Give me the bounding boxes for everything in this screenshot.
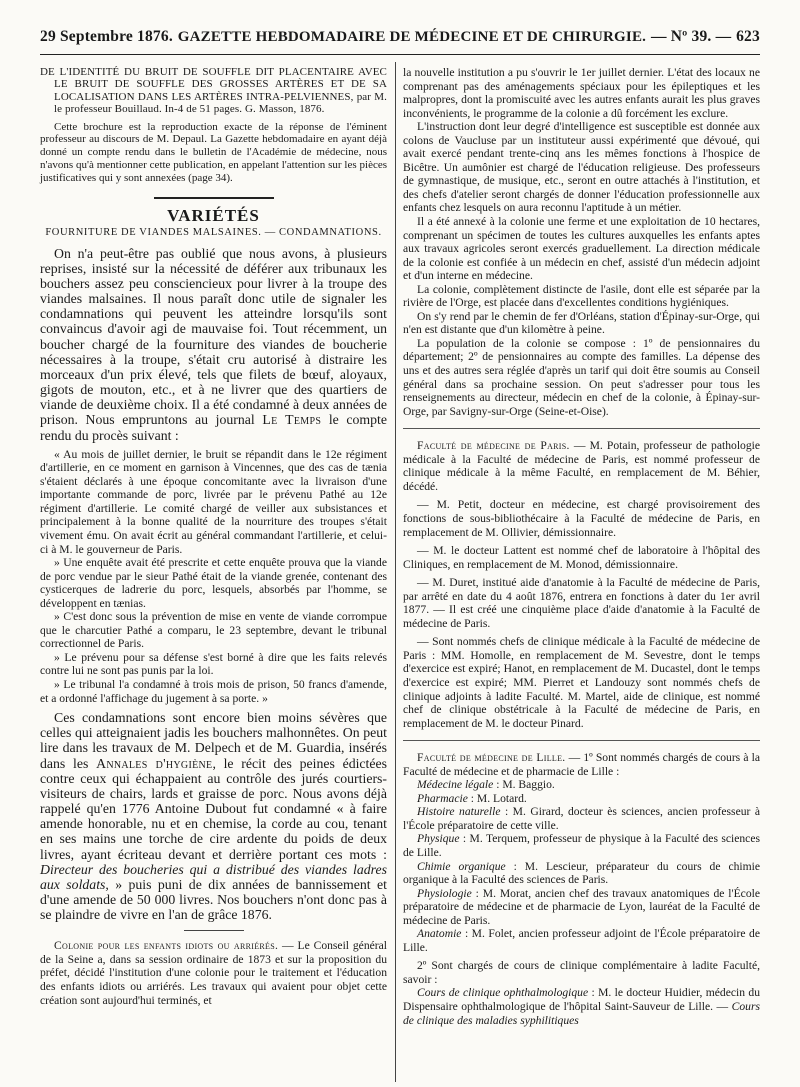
- quote-paragraph-1: « Au mois de juillet dernier, le bruit se répandit dans le 12e régiment d'artillerie, en ce moment en garnison à Vincennes, que des cas de tænia s'étaient déclarés à une époque concomitante avec la livraison d'une importante commande de porc, livrée par le prévenu Pathé au 12e régiment d'artillerie. Le comité chargé de veiller aux subsistances et principalement à la bonne qualité de la nourriture des troupes s'était vivement ému. On avait écrit au général commandant l'artillerie, et celui-ci à M. le gouverneur de Paris.: [40, 447, 387, 556]
- right-column: [403, 66, 760, 1027]
- lille-item: [403, 778, 760, 792]
- paris-news-3: — M. le docteur Lattent est nommé chef de laboratoire à l'hôpital des Cliniques, en remplacement de M. Monod, démissionnaire.: [403, 544, 760, 571]
- lille-item-text: : M. Baggio.: [493, 778, 555, 792]
- paris-news-text-1: — M. Potain, professeur de pathologie médicale à la Faculté de médecine de Paris, est nommé professeur de clinique médicale à la même Faculté, en remplacement de M. Béhier, décédé.: [403, 439, 760, 493]
- conclusion-italic: Directeur des boucheries qui a distribué des viandes ladres aux soldats: [40, 861, 387, 892]
- paris-title: Faculté de médecine de Paris.: [417, 439, 570, 453]
- lille-intro: [403, 751, 760, 778]
- lille-item-label: Médecine légale: [417, 778, 494, 792]
- colonie-continued-6: La population de la colonie se compose : 1º de pensionnaires du département; 2º de pensionnaires au compte des familles. La dépense des uns et des autres sera réglée d'après un tarif qui doit être soumis au Conseil général dans sa prochaine session. On peut s'adresser pour tous les renseignements au directeur, médecin en chef de la colonie, à Épinay-sur-Orge, par Savigny-sur-Orge (Seine-et-Oise).: [403, 336, 760, 418]
- lille-item-text: : M. Girard, docteur ès sciences, ancien professeur à l'École préparatoire de cette ville.: [403, 805, 760, 832]
- quote-paragraph-4: » Le prévenu pour sa défense s'est borné à dire que les faits relevés contre lui ne sont pas punis par la loi.: [40, 650, 387, 678]
- lille-title: Faculté de médecine de Lille.: [417, 751, 566, 765]
- colonie-article: [40, 939, 387, 1007]
- colonie-continued-1: la nouvelle institution a pu s'ouvrir le 1er juillet dernier. L'état des locaux ne comprenant pas des aménagements spéciaux pour les épileptiques et les malpropres, dont la promiscuité avec les autres enfants aurait les plus graves inconvénients, le programme de la colonie a dû forcément les exclure.: [403, 66, 760, 120]
- colonie-continued-3: Il a été annexé à la colonie une ferme et une exploitation de 10 hectares, comprenant un spécimen de toutes les cultures auxquelles les enfants aptes aux travaux agricoles seront exercés graduellement. La direction médicale de la colonie est confiée à un médecin en chef, assisté d'un médecin adjoint et d'un interne en médecine.: [403, 215, 760, 283]
- lille-item: [403, 887, 760, 928]
- lille-item-text: : M. Morat, ancien chef des travaux anatomiques de l'École préparatoire de médecine et de pharmacie de Lyon, lauréat de la Faculté de médecine de Paris.: [403, 886, 760, 927]
- lille-item-text: : M. Lotard.: [467, 791, 527, 805]
- paris-news-1: [403, 439, 760, 493]
- colonie-continued-5: On s'y rend par le chemin de fer d'Orléans, station d'Épinay-sur-Orge, qui n'en est distante que d'un kilomètre à peine.: [403, 309, 760, 337]
- bibliography-entry: [40, 66, 387, 116]
- left-column: [40, 66, 387, 1007]
- header-date: 29 Septembre 1876.: [40, 28, 173, 45]
- section-rule: [154, 197, 274, 199]
- colonie-continued-4: La colonie, complètement distincte de l'asile, dont elle est séparée par la rivière de l'Orge, est placée dans d'excellentes conditions hygiéniques.: [403, 282, 760, 310]
- lille-ophth-text: : M. le docteur Huidier, médecin du Dispensaire ophthalmologique de l'hôpital Saint-Sauveur de Lille. —: [403, 986, 760, 1013]
- conclusion-part-b: , le récit des peines édictées contre ceux qui échappaient au contrôle des jurés courtiers-visiteurs de chairs, lards et graisse de porc. Nous avons déjà rappelé qu'en 1776 Antoine Dubout fut condamné « à faire amende honorable, nu et en chemise, la corde au cou, tenant en ses mains une torche de cire ardente du poids de deux livres, ayant écriteau devant et derrière portant ces mots :: [40, 755, 387, 862]
- article-intro: [40, 246, 387, 443]
- article-intro-text: On n'a peut-être pas oublié que nous avons, à plusieurs reprises, insisté sur la nécessité de déférer aux tribunaux les bouchers assez peu consciencieux pour livrer à la troupe des viandes malsaines. Il nous paraît donc utile de signaler les condamnations qui peuvent les atteindre lorsqu'ils sont convaincus d'avoir agi de mauvaise foi. Tout récemment, un boucher chargé de la fourniture des viandes de boucherie nécessaires à la troupe, s'était cru autorisé à distraire les morceaux d'un prix élevé, tels que filets de bœuf, aloyaux, gigots de mouton, etc., et à ne livrer que des quartiers de viande de deuxième choix. Il a été condamné à deux années de prison. Nous empruntons au journal: [40, 245, 387, 428]
- lille-item-label: Chimie organique: [417, 859, 506, 873]
- lille-item-label: Physique: [417, 832, 460, 846]
- section-title: VARIÉTÉS: [167, 205, 260, 225]
- paris-news-5: — Sont nommés chefs de clinique médicale à la Faculté de médecine de Paris : MM. Homolle, en remplacement de M. Sevestre, dont le temps d'exercice est expiré; Hanot, en remplacement de M. Ducastel, dont le temps d'exercice est expiré; MM. Pierret et Landouzy sont nommés chefs de clinique adjoints à ladite Faculté. M. Martel, aide de clinique, est nommé chef de clinique obstétricale à la Faculté de médecine de Paris, en remplacement de M. le docteur Pinard.: [403, 635, 760, 730]
- article-intro-end: le compte rendu du procès suivant :: [40, 412, 388, 443]
- section-divider: [403, 740, 760, 741]
- colonie-text: — Le Conseil général de la Seine a, dans sa session ordinaire de 1873 et sur la proposition du préfet, décidé l'institution d'une colonie pour le traitement et l'éducation des enfants idiots ou arriérés. Les travaux qui avaient pour objet cette création sont aujourd'hui terminés, et: [40, 939, 387, 1007]
- section-divider: [403, 428, 760, 429]
- lille-item-label: Anatomie: [417, 927, 462, 941]
- lille-item-label: Physiologie: [417, 886, 472, 900]
- paris-news-4: — M. Duret, institué aide d'anatomie à la Faculté de médecine de Paris, par arrêté en date du 4 août 1876, entrera en fonctions à dater du 1er avril 1877. — Il est créé une cinquième place d'aide d'anatomie à la Faculté de médecine de Paris.: [403, 576, 760, 630]
- lille-clinique: [403, 986, 760, 1027]
- bibliography-details: In-4 de 51 pages. G. Masson, 1876.: [164, 103, 325, 116]
- bibliography-note: Cette brochure est la reproduction exacte de la réponse de l'éminent professeur au discours de M. Depaul. La Gazette hebdomadaire en ayant déjà donné un compte rendu dans le bulletin de l'Académie de médecine, nous n'avons qu'à mentionner cette publication, en appelant l'attention sur les pièces justificatives qui y sont annexées (page 34).: [40, 120, 387, 184]
- annales-name: Annales d'hygiène: [96, 755, 213, 771]
- lille-item-text: : M. Terquem, professeur de physique à la Faculté des sciences de Lille.: [403, 832, 760, 859]
- lille-item-text: : M. Folet, ancien professeur adjoint de l'École préparatoire de Lille.: [403, 927, 760, 954]
- lille-item: [403, 792, 760, 806]
- conclusion-part-a: Ces condamnations sont encore bien moins sévères que celles qui atteignaient jadis les bouchers malhonnêtes. On peut lire dans les travaux de M. Delpech et de M. Guardia, insérés dans les: [40, 710, 387, 771]
- lille-item-label: Pharmacie: [417, 791, 468, 805]
- page-header: [40, 28, 760, 50]
- paris-news-2: — M. Petit, docteur en médecine, est chargé provisoirement des fonctions de sous-bibliothécaire à la Faculté de médecine de Paris, en remplacement de M. Ollivier, démissionnaire.: [403, 498, 760, 539]
- lille-item-text: : M. Lescieur, préparateur du cours de chimie organique à la Faculté des sciences de Paris.: [403, 859, 760, 887]
- lille-item-label: Histoire naturelle: [417, 805, 501, 819]
- lille-item: [403, 927, 760, 954]
- header-issue: — Nº 39. —: [650, 28, 732, 45]
- section-subtitle: FOURNITURE DE VIANDES MALSAINES. — CONDAMNATIONS.: [45, 227, 382, 239]
- lille-syph-label: Cours de clinique des maladies syphilitiques: [403, 1000, 760, 1027]
- column-separator: [395, 62, 396, 1082]
- quote-paragraph-2: » Une enquête avait été prescrite et cette enquête prouva que la viande de porc vendue par le sieur Pathé était de la viande grenée, contenant des cysticerques de ladrerie du porc, lesquels, absorbés par l'homme, se développent en tænias.: [40, 556, 387, 610]
- colonie-continued-2: L'instruction dont leur degré d'intelligence est susceptible est donnée aux colons de Vaucluse par un instituteur aussi expérimenté que dévoué, qui avait exercé pendant trente-cinq ans les mêmes fonctions à l'hospice de Bicêtre. Un aumônier est chargé de l'éducation religieuse. Des professeurs de gymnastique, de musique, etc., seront en outre attachés à l'institution, et des chefs d'atelier seront chargés de donner l'éducation professionnelle aux enfants chez lesquels on aura reconnu l'aptitude à un métier.: [403, 120, 760, 215]
- lille-item: [403, 805, 760, 832]
- bibliography-title: DE L'IDENTITÉ DU BRUIT DE SOUFFLE DIT PLACENTAIRE AVEC LE BRUIT DE SOUFFLE DES GROSSES ARTÈRES ET DE SA LOCALISATION DANS LES ARTÈRES INTRA-PELVIENNES,: [40, 66, 387, 103]
- conclusion-part-c: , » puis puni de dix années de bannissement et d'une amende de 50 000 livres. Nos bouchers n'ont donc pas à se plaindre de vivre en l'an de grâce 1876.: [40, 876, 387, 923]
- lille-clinique-intro: 2º Sont chargés de cours de clinique complémentaire à ladite Faculté, savoir :: [403, 959, 760, 986]
- header-page-number: 623: [736, 28, 760, 45]
- lille-ophth-label: Cours de clinique ophthalmologique: [417, 986, 589, 1000]
- quote-paragraph-5: » Le tribunal l'a condamné à trois mois de prison, 50 francs d'amende, et a ordonné l'affichage du jugement à sa porte. »: [40, 678, 387, 705]
- quote-paragraph-3: » C'est donc sous la prévention de mise en vente de viande corrompue que le charcutier Pathé a comparu, le 23 septembre, devant le tribunal correctionnel de Paris.: [40, 610, 387, 651]
- colonie-title: Colonie pour les enfants idiots ou arriérés.: [54, 939, 279, 953]
- lille-item: [403, 832, 760, 859]
- article-divider: [184, 930, 244, 931]
- lille-item: [403, 860, 760, 887]
- header-title: GAZETTE HEBDOMADAIRE DE MÉDECINE ET DE CHIRURGIE.: [177, 29, 647, 45]
- article-conclusion: [40, 710, 387, 922]
- lille-intro-text: — 1º Sont nommés chargés de cours à la Faculté de médecine et de pharmacie de Lille :: [403, 751, 760, 778]
- journal-name: Le Temps: [262, 412, 322, 428]
- header-rule: [40, 54, 760, 55]
- bibliography-author: par M. le professeur Bouillaud.: [54, 90, 387, 116]
